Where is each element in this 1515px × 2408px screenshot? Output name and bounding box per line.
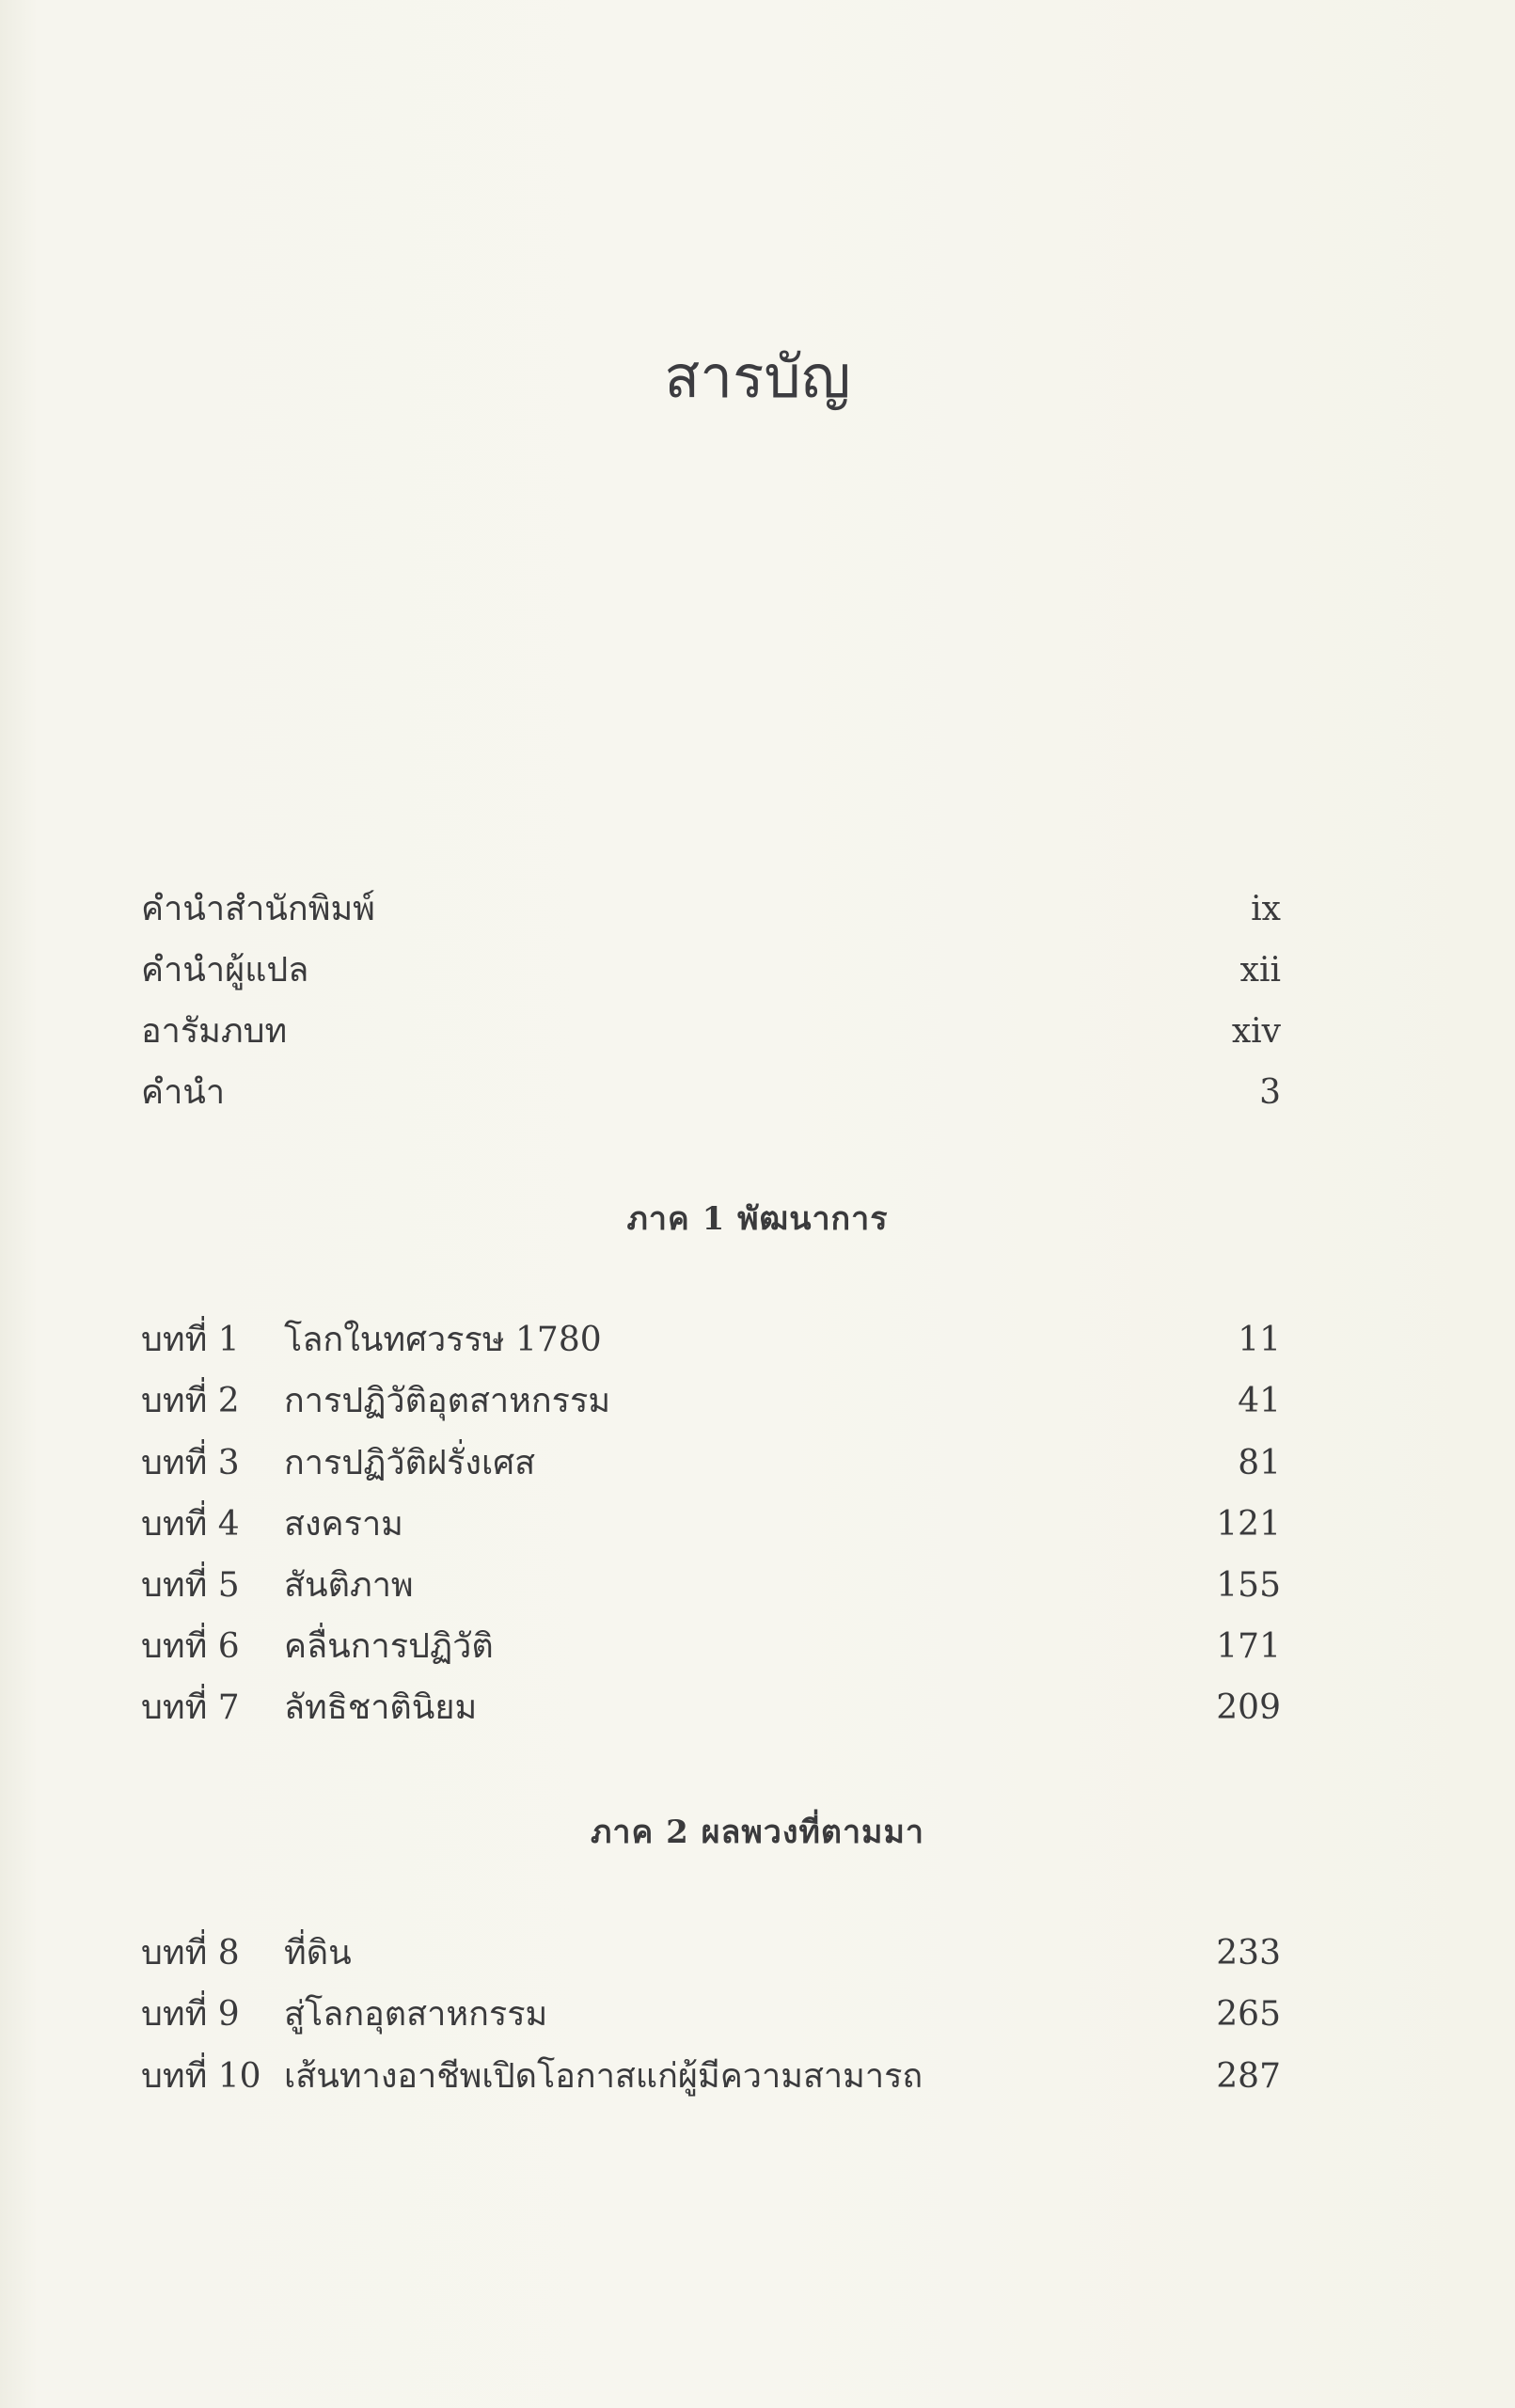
chapter-title: ที่ดิน	[284, 1934, 352, 1972]
chapter-number: บทที่ 9	[141, 1995, 240, 2034]
chapter-page: 171	[1216, 1627, 1281, 1666]
chapter-number: บทที่ 2	[141, 1382, 240, 1420]
chapter-page: 233	[1216, 1934, 1281, 1972]
chapter-title: โลกในทศวรรษ 1780	[284, 1321, 602, 1359]
entry-page: xii	[1239, 951, 1281, 990]
chapter-number: บทที่ 5	[141, 1566, 240, 1605]
chapter-title: สู่โลกอุตสาหกรรม	[284, 1995, 548, 2034]
chapter-title: ลัทธิชาตินิยม	[284, 1688, 478, 1727]
chapter-entry	[141, 1680, 1281, 1736]
chapter-title: การปฏิวัติฝรั่งเศส	[284, 1444, 536, 1482]
chapter-title: คลื่นการปฏิวัติ	[284, 1627, 494, 1666]
entry-page: 3	[1259, 1073, 1281, 1112]
chapter-page: 287	[1216, 2057, 1281, 2096]
chapter-page: 121	[1216, 1505, 1281, 1544]
chapter-page: 41	[1238, 1382, 1281, 1420]
entry-label: อารัมภบท	[141, 1012, 288, 1051]
chapter-entry	[141, 1619, 1281, 1675]
entry-label: คำนำผู้แปล	[141, 951, 309, 990]
entry-page: ix	[1251, 890, 1281, 928]
page-title: สารบัญ	[664, 342, 851, 411]
chapter-page: 11	[1238, 1321, 1281, 1359]
front-matter-entry	[141, 881, 1281, 938]
front-matter-entry	[141, 943, 1281, 999]
chapter-entry	[141, 2049, 1281, 2105]
chapter-page: 155	[1216, 1566, 1281, 1605]
chapter-number: บทที่ 1	[141, 1321, 240, 1359]
chapter-entry	[141, 1312, 1281, 1369]
entry-label: คำนำสำนักพิมพ์	[141, 890, 375, 928]
chapter-number: บทที่ 3	[141, 1444, 240, 1482]
chapter-title: การปฏิวัติอุตสาหกรรม	[284, 1382, 611, 1420]
chapter-title: เส้นทางอาชีพเปิดโอกาสแก่ผู้มีความสามารถ	[284, 2057, 923, 2096]
chapter-page: 209	[1216, 1688, 1281, 1727]
chapter-number: บทที่ 4	[141, 1505, 240, 1544]
chapter-number: บทที่ 10	[141, 2057, 261, 2096]
chapter-entry	[141, 1373, 1281, 1430]
chapter-entry	[141, 1987, 1281, 2043]
chapter-title: สงคราม	[284, 1505, 403, 1544]
entry-label: คำนำ	[141, 1073, 226, 1112]
entry-page: xiv	[1231, 1012, 1281, 1051]
chapter-page: 265	[1216, 1995, 1281, 2034]
chapter-title: สันติภาพ	[284, 1566, 414, 1605]
chapter-entry	[141, 1435, 1281, 1492]
chapter-entry	[141, 1497, 1281, 1553]
chapter-entry	[141, 1925, 1281, 1982]
chapter-entry	[141, 1558, 1281, 1614]
chapter-page: 81	[1238, 1444, 1281, 1482]
chapter-number: บทที่ 6	[141, 1627, 240, 1666]
front-matter-entry	[141, 1065, 1281, 1121]
front-matter-entry	[141, 1004, 1281, 1060]
part-heading: ภาค 1 พัฒนาการ	[626, 1200, 889, 1238]
chapter-number: บทที่ 7	[141, 1688, 240, 1727]
part-heading: ภาค 2 ผลพวงที่ตามมา	[591, 1814, 924, 1851]
chapter-number: บทที่ 8	[141, 1934, 240, 1972]
